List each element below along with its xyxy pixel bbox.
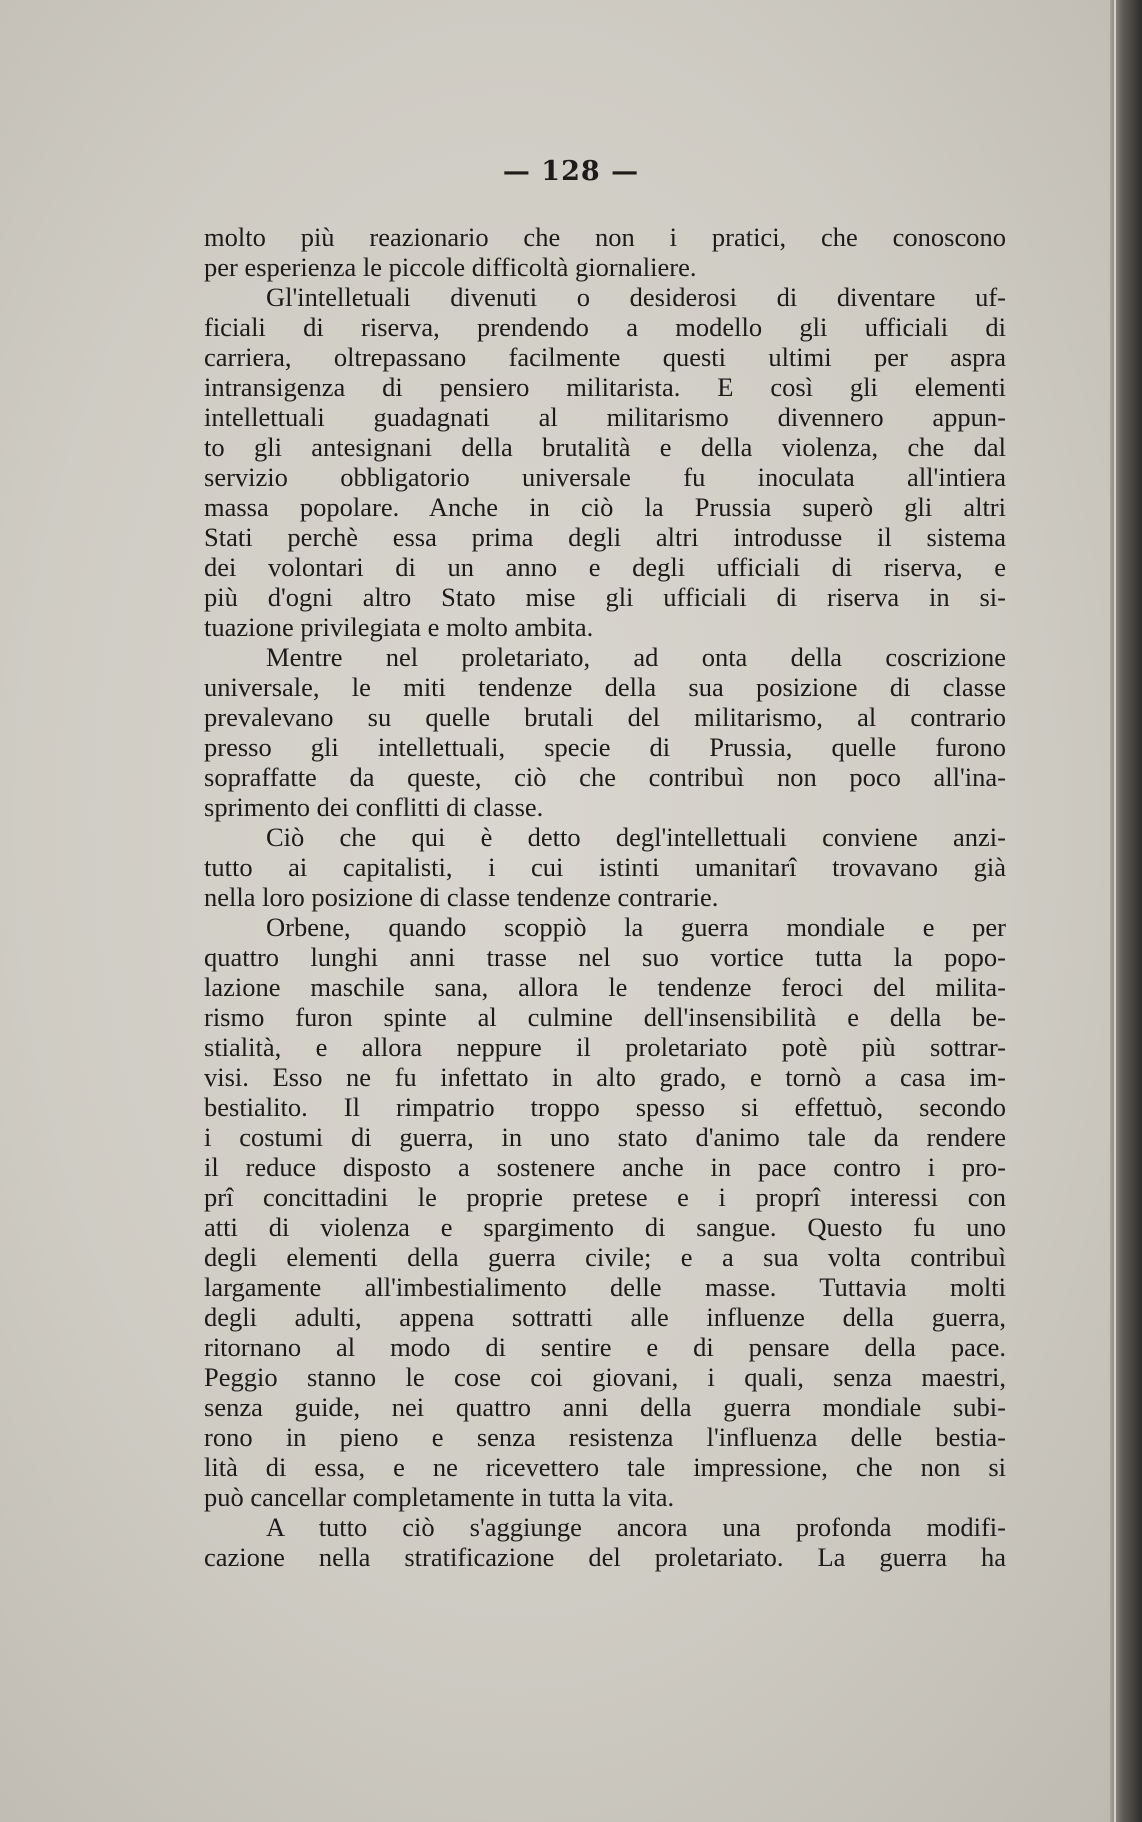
text-line: visi. Esso ne fu infettato in alto grado, e tornò a casa im- (204, 1062, 1006, 1092)
text-line: sprimento dei conflitti di classe. (204, 792, 544, 822)
text-line: Mentre nel proletariato, ad onta della coscrizione (266, 642, 1006, 672)
text-line: quattro lunghi anni trasse nel suo vortice tutta la popo- (204, 942, 1006, 972)
page-number: — 128 — (502, 156, 640, 187)
text-line: cazione nella stratificazione del proletariato. La guerra ha (204, 1542, 1006, 1572)
text-line: tutto ai capitalisti, i cui istinti umanitarî trovavano già (204, 852, 1006, 882)
text-line: Peggio stanno le cose coi giovani, i quali, senza maestri, (204, 1362, 1006, 1392)
text-line: degli adulti, appena sottratti alle influenze della guerra, (204, 1302, 1006, 1332)
text-line: carriera, oltrepassano facilmente questi ultimi per aspra (204, 342, 1006, 372)
text-line: Gl'intelletuali divenuti o desiderosi di diventare uf- (266, 282, 1006, 312)
text-line: intellettuali guadagnati al militarismo divennero appun- (204, 402, 1006, 432)
text-line: A tutto ciò s'aggiunge ancora una profonda modifi- (266, 1512, 1006, 1542)
text-line: servizio obbligatorio universale fu inoculata all'intiera (204, 462, 1006, 492)
text-line: sopraffatte da queste, ciò che contribuì non poco all'ina- (204, 762, 1006, 792)
text-line: Stati perchè essa prima degli altri introdusse il sistema (204, 522, 1006, 552)
text-line: rono in pieno e senza resistenza l'influenza delle bestia- (204, 1422, 1006, 1452)
text-line: lità di essa, e ne ricevettero tale impressione, che non si (204, 1452, 1006, 1482)
text-line: per esperienza le piccole difficoltà giornaliere. (204, 252, 697, 282)
text-line: universale, le miti tendenze della sua posizione di classe (204, 672, 1006, 702)
text-line: presso gli intellettuali, specie di Prussia, quelle furono (204, 732, 1006, 762)
text-line: i costumi di guerra, in uno stato d'animo tale da rendere (204, 1122, 1006, 1152)
text-line: più d'ogni altro Stato mise gli ufficiali di riserva in si- (204, 582, 1006, 612)
text-line: molto più reazionario che non i pratici, che conoscono (204, 222, 1006, 252)
text-line: lazione maschile sana, allora le tendenze feroci del milita- (204, 972, 1006, 1002)
text-line: intransigenza di pensiero militarista. E così gli elementi (204, 372, 1006, 402)
text-line: può cancellar completamente in tutta la vita. (204, 1482, 675, 1512)
text-line: prî concittadini le proprie pretese e i proprî interessi con (204, 1182, 1006, 1212)
text-line: il reduce disposto a sostenere anche in pace contro i pro- (204, 1152, 1006, 1182)
text-line: dei volontari di un anno e degli ufficiali di riserva, e (204, 552, 1006, 582)
text-line: ritornano al modo di sentire e di pensare della pace. (204, 1332, 1006, 1362)
text-line: rismo furon spinte al culmine dell'insensibilità e della be- (204, 1002, 1006, 1032)
page-edge-line (1114, 0, 1116, 1822)
body-text (204, 222, 1006, 1572)
text-line: largamente all'imbestialimento delle masse. Tuttavia molti (204, 1272, 1006, 1302)
text-line: bestialito. Il rimpatrio troppo spesso si effettuò, secondo (204, 1092, 1006, 1122)
text-line: massa popolare. Anche in ciò la Prussia superò gli altri (204, 492, 1006, 522)
text-line: to gli antesignani della brutalità e della violenza, che dal (204, 432, 1006, 462)
text-line: degli elementi della guerra civile; e a sua volta contribuì (204, 1242, 1006, 1272)
text-line: prevalevano su quelle brutali del militarismo, al contrario (204, 702, 1006, 732)
text-line: Orbene, quando scoppiò la guerra mondiale e per (266, 912, 1006, 942)
text-line: senza guide, nei quattro anni della guerra mondiale subi- (204, 1392, 1006, 1422)
text-line: ficiali di riserva, prendendo a modello gli ufficiali di (204, 312, 1006, 342)
text-line: nella loro posizione di classe tendenze contrarie. (204, 882, 719, 912)
text-line: atti di violenza e spargimento di sangue. Questo fu uno (204, 1212, 1006, 1242)
text-line: Ciò che qui è detto degl'intellettuali conviene anzi- (266, 822, 1006, 852)
text-line: tuazione privilegiata e molto ambita. (204, 612, 594, 642)
text-line: stialità, e allora neppure il proletariato potè più sottrar- (204, 1032, 1006, 1062)
